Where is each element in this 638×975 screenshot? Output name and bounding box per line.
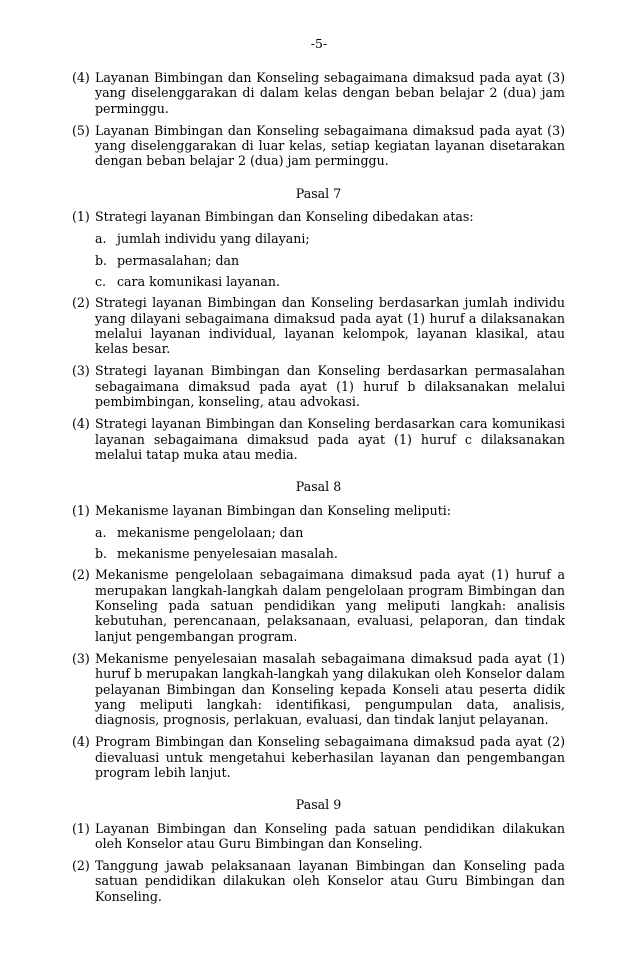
item-number: (4) xyxy=(72,416,90,432)
item-text: Strategi layanan Bimbingan dan Konseling berdasarkan jumlah individu yang dilayani sebagaimana dimaksud pada ayat (1) huruf a dilaksanakan melalui layanan individual, layanan kelompok, layanan klasikal, atau kelas besar. xyxy=(95,295,565,357)
paragraph-item xyxy=(72,567,565,643)
sub-item-letter: b. xyxy=(95,546,108,562)
paragraph-item xyxy=(72,295,565,356)
document-body xyxy=(72,70,565,911)
item-number: (3) xyxy=(72,363,90,379)
item-number: (2) xyxy=(72,295,90,311)
pasal-8-heading: Pasal 8 xyxy=(295,479,342,495)
pasal-7-heading: Pasal 7 xyxy=(295,185,342,201)
item-text: Layanan Bimbingan dan Konseling sebagaimana dimaksud pada ayat (3) yang diselenggarakan di luar kelas, setiap kegiatan layanan disetarakan dengan beban belajar 2 (dua) jam perminggu. xyxy=(95,122,565,169)
item-text: Layanan Bimbingan dan Konseling pada satuan pendidikan dilakukan oleh Konselor atau Guru Bimbingan dan Konseling. xyxy=(95,820,565,851)
pasal-9-heading: Pasal 9 xyxy=(295,797,342,813)
item-number: (4) xyxy=(72,70,90,85)
sub-item-letter: a. xyxy=(95,524,107,540)
item-number: (5) xyxy=(72,122,90,138)
item-text: Strategi layanan Bimbingan dan Konseling berdasarkan permasalahan sebagaimana dimaksud pada ayat (1) huruf b dilaksanakan melalui pembimbingan, konseling, atau advokasi. xyxy=(95,363,565,410)
sub-item-text: mekanisme pengelolaan; dan xyxy=(117,524,304,540)
sub-item-text: mekanisme penyelesaian masalah. xyxy=(117,546,338,562)
sub-item xyxy=(95,274,565,289)
sub-item-text: cara komunikasi layanan. xyxy=(117,273,281,289)
item-text: Program Bimbingan dan Konseling sebagaimana dimaksud pada ayat (2) dievaluasi untuk mengetahui keberhasilan layanan dan pengembangan program lebih lanjut. xyxy=(95,734,565,780)
item-text: Strategi layanan Bimbingan dan Konseling berdasarkan cara komunikasi layanan sebagaimana dimaksud pada ayat (1) huruf c dilaksanakan melalui tatap muka atau media. xyxy=(95,416,565,462)
sub-item-letter: b. xyxy=(95,252,108,268)
item-text: Mekanisme layanan Bimbingan dan Konseling meliputi: xyxy=(95,502,452,518)
sub-item xyxy=(95,546,565,561)
sub-item xyxy=(95,525,565,540)
item-number: (1) xyxy=(72,820,90,836)
sub-item-letter: a. xyxy=(95,231,107,247)
item-text: Mekanisme penyelesaian masalah sebagaimana dimaksud pada ayat (1) huruf b merupakan langkah-langkah yang dilakukan oleh Konselor dalam pelayanan Bimbingan dan Konseling kepada Konseli atau peserta didik yang meliputi langkah: identifikasi, pengumpulan data, analisis, diagnosis, prognosis, perlakuan, evaluasi, dan tindak lanjut pelayanan. xyxy=(95,650,565,728)
item-text: Mekanisme pengelolaan sebagaimana dimaksud pada ayat (1) huruf a merupakan langkah-langkah dalam pengelolaan program Bimbingan dan Konseling pada satuan pendidikan yang meliputi langkah: analisis kebutuhan, perencanaan, pelaksanaan, evaluasi, pelaporan, dan tindak lanjut pengembangan program. xyxy=(95,567,565,644)
sub-item xyxy=(95,231,565,246)
paragraph-item xyxy=(72,209,565,224)
paragraph-item xyxy=(72,734,565,780)
page-number: -5- xyxy=(310,36,328,51)
paragraph-item xyxy=(72,503,565,518)
item-text: Strategi layanan Bimbingan dan Konseling dibedakan atas: xyxy=(95,209,474,225)
paragraph-item xyxy=(72,363,565,409)
item-number: (2) xyxy=(72,567,90,583)
sub-item xyxy=(95,253,565,268)
paragraph-item xyxy=(72,858,565,904)
item-number: (1) xyxy=(72,209,90,225)
paragraph-item xyxy=(72,416,565,462)
sub-item-text: jumlah individu yang dilayani; xyxy=(117,231,310,247)
paragraph-item xyxy=(72,70,565,116)
paragraph-item xyxy=(72,123,565,169)
paragraph-item xyxy=(72,821,565,852)
item-number: (4) xyxy=(72,734,90,750)
item-number: (3) xyxy=(72,650,90,666)
sub-item-letter: c. xyxy=(95,273,107,289)
item-text: Tanggung jawab pelaksanaan layanan Bimbingan dan Konseling pada satuan pendidikan dilakukan oleh Konselor atau Guru Bimbingan dan Konseling. xyxy=(95,858,565,904)
item-number: (2) xyxy=(72,858,90,874)
paragraph-item xyxy=(72,651,565,727)
item-number: (1) xyxy=(72,502,90,518)
sub-item-text: permasalahan; dan xyxy=(117,252,240,268)
item-text: Layanan Bimbingan dan Konseling sebagaimana dimaksud pada ayat (3) yang diselenggarakan di dalam kelas dengan beban belajar 2 (dua) jam perminggu. xyxy=(95,70,565,116)
